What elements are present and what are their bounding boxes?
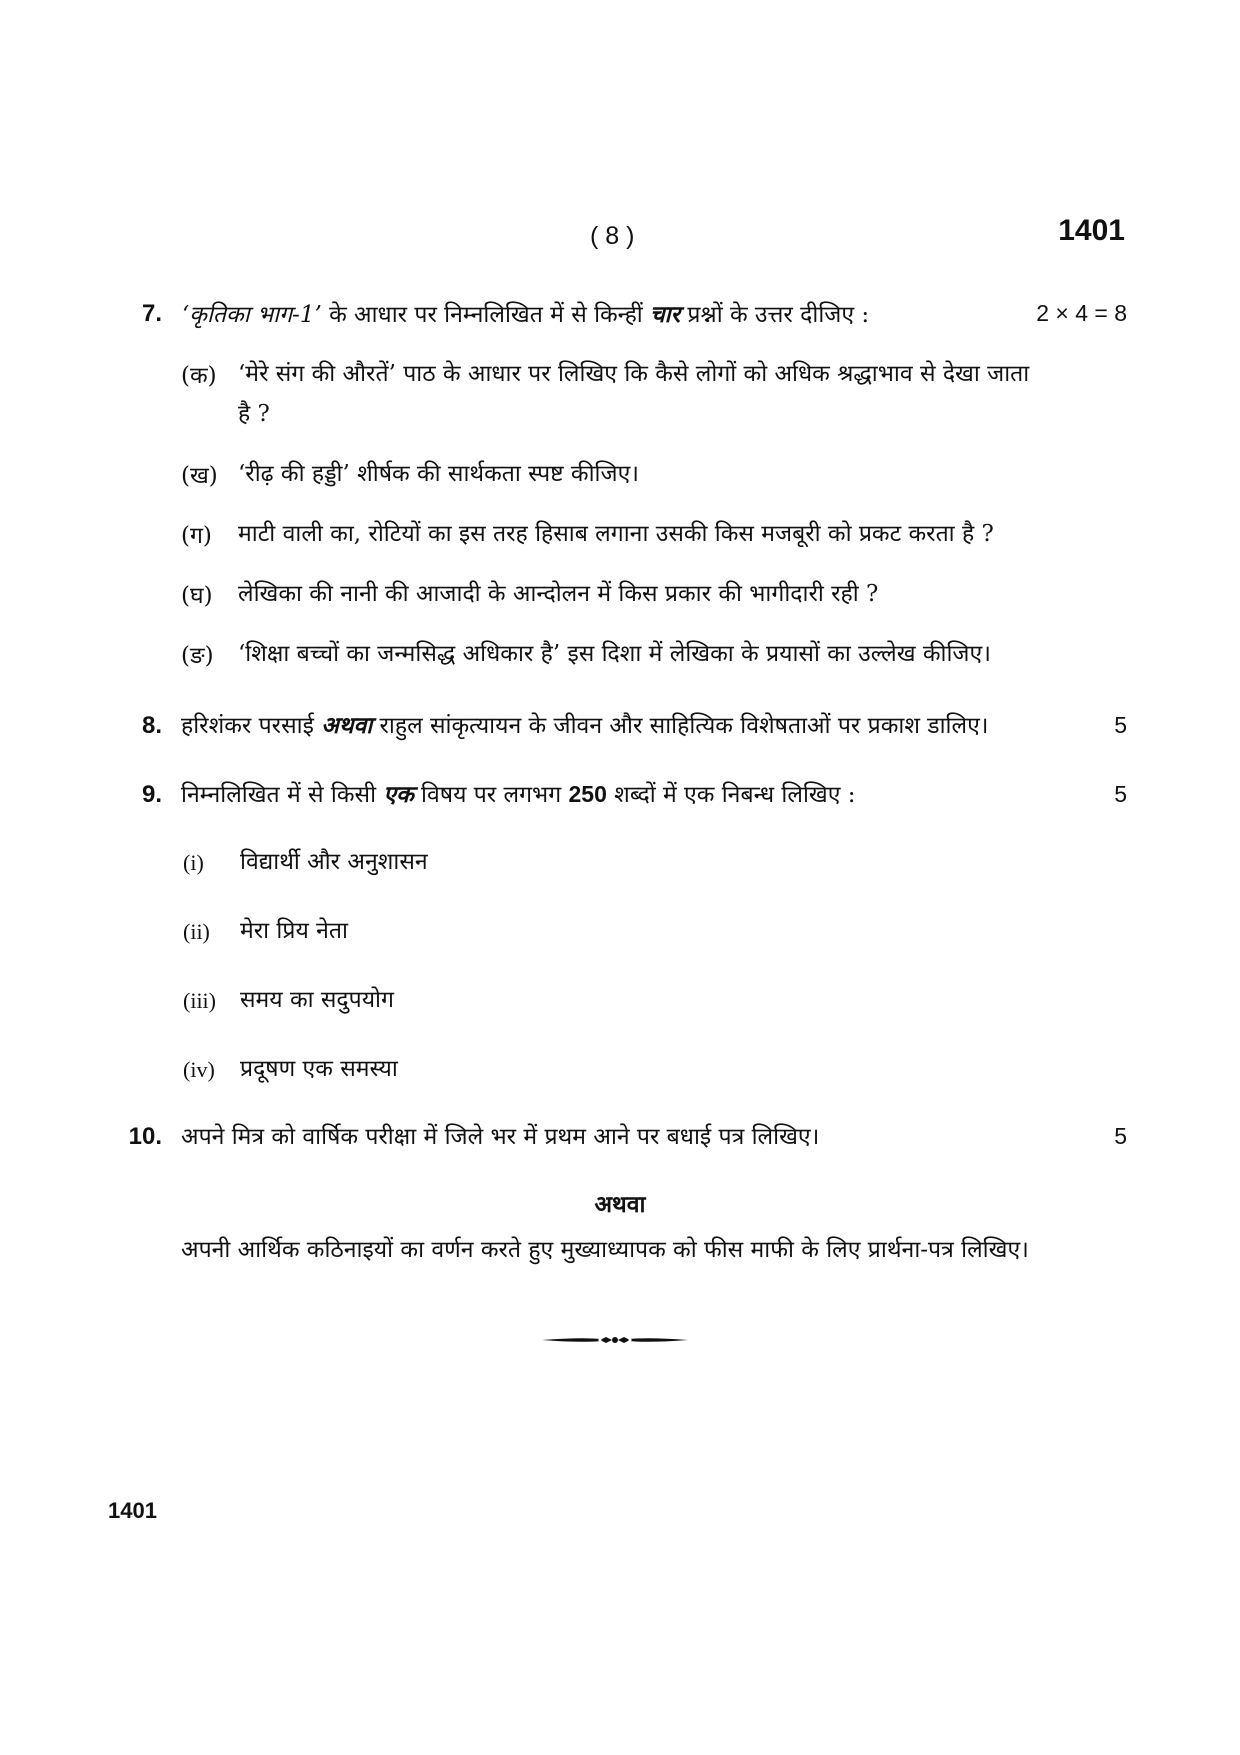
question-7a-label: (क): [181, 363, 217, 389]
end-ornament: [540, 1331, 690, 1349]
question-10-text: अपने मित्र को वार्षिक परीक्षा में जिले भर में प्रथम आने पर बधाई पत्र लिखिए।: [181, 1124, 820, 1150]
question-10-marks: 5: [1114, 1123, 1127, 1149]
question-9-marks: 5: [1114, 781, 1127, 807]
question-7c-text: माटी वाली का, रोटियों का इस तरह हिसाब लगाना उसकी किस मजबूरी को प्रकट करता है ?: [238, 521, 994, 547]
question-7a-line2: है ?: [238, 401, 270, 427]
book-title: ‘कृतिका भाग-1’: [182, 302, 322, 328]
question-7-text: [182, 297, 869, 329]
or-heading: अथवा: [594, 1191, 646, 1218]
word-count: 250: [568, 781, 607, 807]
question-9-text-part3: शब्दों में एक निबन्ध लिखिए :: [606, 782, 856, 808]
question-7b-label: (ख): [181, 463, 218, 489]
question-8-text-part1: हरिशंकर परसाई: [181, 713, 322, 739]
question-7c-label: (ग): [181, 523, 212, 549]
question-10-alternative: अपनी आर्थिक कठिनाइयों का वर्णन करते हुए मुख्याध्यापक को फीस माफी के लिए प्रार्थना-पत्र लिखिए।: [181, 1237, 1029, 1263]
emphasis-word: एक: [383, 781, 414, 808]
question-7-number: 7.: [141, 300, 162, 327]
question-7e-text: ‘शिक्षा बच्चों का जन्मसिद्ध अधिकार है’ इस दिशा में लेखिका के प्रयासों का उल्लेख कीजिए।: [238, 641, 991, 667]
question-9-text-part1: निम्नलिखित में से किसी: [181, 782, 384, 808]
question-7-marks: 2 × 4 = 8: [1036, 300, 1127, 326]
topic-2-label: (ii): [183, 919, 210, 944]
question-7-text-part2: प्रश्नों के उत्तर दीजिए :: [680, 302, 870, 328]
page-number: ( 8 ): [590, 222, 635, 250]
emphasis-word: चार: [650, 301, 681, 328]
question-7-text-part1: के आधार पर निम्नलिखित में से किन्हीं: [321, 302, 651, 328]
question-8-text-part2: राहुल सांकृत्यायन के जीवन और साहित्यिक विशेषताओं पर प्रकाश डालिए।: [372, 713, 989, 739]
question-9-text-part2: विषय पर लगभग: [413, 782, 569, 808]
question-7e-label: (ङ): [181, 643, 214, 669]
topic-2-text: मेरा प्रिय नेता: [240, 918, 348, 944]
topic-4-text: प्रदूषण एक समस्या: [240, 1056, 398, 1082]
topic-4-label: (iv): [183, 1057, 215, 1082]
question-7b-text: ‘रीढ़ की हड्डी’ शीर्षक की सार्थकता स्पष्ट कीजिए।: [238, 461, 640, 487]
question-9-number: 9.: [141, 781, 162, 808]
question-10-number: 10.: [128, 1123, 162, 1150]
emphasis-word: अथवा: [321, 712, 373, 739]
topic-3-text: समय का सदुपयोग: [240, 987, 394, 1013]
topic-1-text: विद्यार्थी और अनुशासन: [240, 849, 428, 875]
paper-code-footer: 1401: [108, 1498, 157, 1523]
question-9-text: [181, 777, 856, 809]
question-7d-label: (घ): [181, 583, 213, 609]
topic-1-label: (i): [183, 850, 204, 875]
question-7a-line1: ‘मेरे संग की औरतें’ पाठ के आधार पर लिखिए कि कैसे लोगों को अधिक श्रद्धाभाव से देखा जाता: [238, 361, 1030, 387]
question-8-number: 8.: [141, 712, 162, 739]
question-7a-text: [238, 354, 1029, 434]
paper-code-header: 1401: [1058, 214, 1125, 247]
question-8-text: [181, 708, 989, 740]
question-8-marks: 5: [1114, 712, 1127, 738]
topic-3-label: (iii): [183, 988, 216, 1013]
question-7d-text: लेखिका की नानी की आजादी के आन्दोलन में किस प्रकार की भागीदारी रही ?: [238, 581, 879, 607]
